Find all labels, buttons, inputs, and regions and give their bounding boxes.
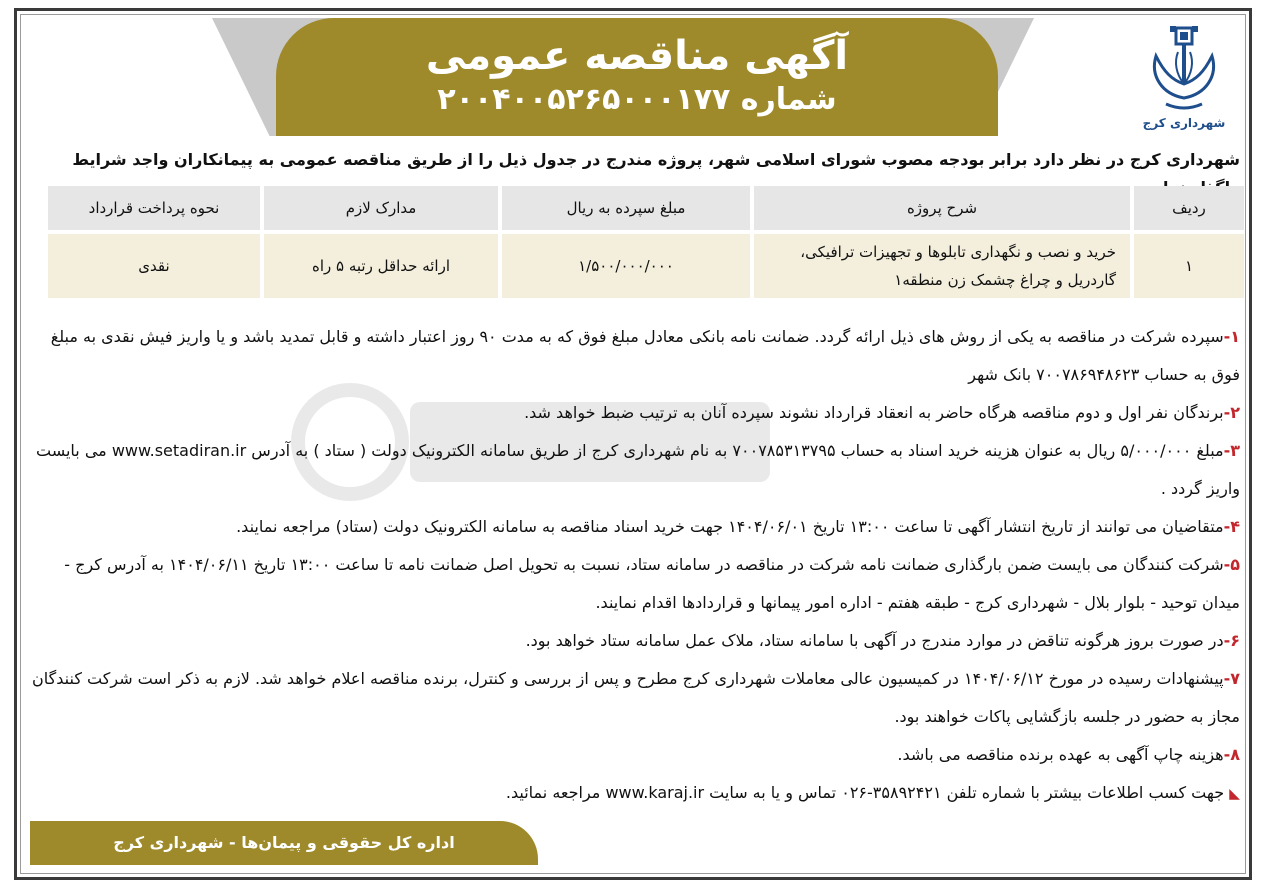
list-item	[28, 318, 1240, 394]
term-text: هزینه چاپ آگهی به عهده برنده مناقصه می باشد.	[897, 745, 1224, 764]
list-item	[28, 508, 1240, 546]
term-text: شرکت کنندگان می بایست ضمن بارگذاری ضمانت نامه شرکت در مناقصه در سامانه ستاد، نسبت به تحویل اصل ضمانت نامه تا ساعت ۱۳:۰۰ تاریخ ۱۴۰۴/۰۶/۱۱ به آدرس کرج - میدان توحید - بلوار بلال - شهرداری کرج - طبقه هفتم - اداره امور پیمانها و قراردادها اقدام نمایند.	[64, 555, 1240, 612]
term-text: در صورت بروز هرگونه تناقض در موارد مندرج در آگهی با سامانه ستاد، ملاک عمل سامانه ستاد خواهد بود.	[525, 631, 1224, 650]
notice-number: شماره ۲۰۰۴۰۰۵۲۶۵۰۰۰۱۷۷	[437, 82, 837, 117]
header-deposit-amount: مبلغ سپرده به ریال	[502, 186, 750, 230]
term-number: ۳-	[1223, 441, 1240, 460]
logo-label: شهرداری کرج	[1142, 116, 1226, 130]
intro-paragraph: شهرداری کرج در نظر دارد برابر بودجه مصوب شورای اسلامی شهر، پروژه مندرج در جدول ذیل را از طریق مناقصه عمومی به پیمانکاران واجد شرایط	[72, 150, 1240, 169]
term-text: برندگان نفر اول و دوم مناقصه هرگاه حاضر به انعقاد قرارداد نشوند سپرده آنان به ترتیب ضبط خواهد شد.	[524, 403, 1224, 422]
cell-deposit-amount: ۱/۵۰۰/۰۰۰/۰۰۰	[502, 234, 750, 298]
notice-title: آگهی مناقصه عمومی	[425, 33, 849, 79]
list-item	[28, 394, 1240, 432]
karaj-municipality-logo	[1128, 22, 1240, 140]
footer-department: اداره کل حقوقی و پیمان‌ها - شهرداری کرج	[30, 821, 538, 865]
list-item	[28, 660, 1240, 736]
description-line: گاردریل و چراغ چشمک زن منطقه۱	[894, 271, 1116, 289]
term-text: سپرده شرکت در مناقصه به یکی از روش های ذیل ارائه گردد. ضمانت نامه بانکی معادل مبلغ فوق که به مدت ۹۰ روز اعتبار داشته و قابل تمدید باشد و یا واریز فیش نقدی به مبلغ فوق به حساب ۷۰۰۷۸۶۹۴۸۶۲۳ بانک شهر	[50, 327, 1240, 384]
list-item	[28, 622, 1240, 660]
terms-list	[28, 318, 1240, 813]
term-number: ۲-	[1223, 403, 1240, 422]
term-number: ۸-	[1223, 745, 1240, 764]
term-number: ۶-	[1223, 631, 1240, 650]
list-item	[28, 736, 1240, 774]
term-number: ۱-	[1223, 327, 1240, 346]
header-payment-method: نحوه پرداخت قرارداد	[48, 186, 260, 230]
term-text: مبلغ ۵/۰۰۰/۰۰۰ ریال به عنوان هزینه خرید اسناد به حساب ۷۰۰۷۸۵۳۱۳۷۹۵ به نام شهرداری کرج از طریق سامانه الکترونیک دولت ( ستاد ) به آدرس www.setadiran.ir می بایست واریز گردد .	[35, 441, 1240, 498]
table-header-row	[48, 186, 1244, 230]
tender-table	[44, 182, 1248, 302]
contact-text: جهت کسب اطلاعات بیشتر با شماره تلفن ۳۵۸۹۲۴۲۱-۰۲۶ تماس و یا به سایت www.karaj.ir مراجعه نمائید.	[505, 783, 1225, 802]
description-line: خرید و نصب و نگهداری تابلوها و تجهیزات ترافیکی،	[800, 243, 1116, 261]
header-project-description: شرح پروژه	[754, 186, 1130, 230]
term-number: ۵-	[1223, 555, 1240, 574]
contact-line	[28, 774, 1240, 813]
table-row	[48, 234, 1244, 298]
term-text: پیشنهادات رسیده در مورخ ۱۴۰۴/۰۶/۱۲ در کمیسیون عالی معاملات شهرداری کرج مطرح و پس از بررسی و کنترل، برنده مناقصه اعلام خواهد شد. لازم به ذکر است شرکت کنندگان مجاز به حضور در جلسه بازگشایی پاکات خواهند بود.	[32, 669, 1240, 726]
cell-row-index: ۱	[1134, 234, 1244, 298]
list-item	[28, 432, 1240, 508]
cell-payment-method: نقدی	[48, 234, 260, 298]
header-row-index: ردیف	[1134, 186, 1244, 230]
header-required-documents: مدارک لازم	[264, 186, 498, 230]
list-item	[28, 546, 1240, 622]
term-number: ۷-	[1223, 669, 1240, 688]
cell-required-documents: ارائه حداقل رتبه ۵ راه	[264, 234, 498, 298]
municipality-emblem-icon	[1142, 22, 1226, 114]
title-banner	[276, 18, 998, 136]
term-number: ۴-	[1223, 517, 1240, 536]
cell-project-description	[754, 234, 1130, 298]
pointer-triangle-icon: ◣	[1229, 786, 1240, 802]
term-text: متقاضیان می توانند از تاریخ انتشار آگهی تا ساعت ۱۳:۰۰ تاریخ ۱۴۰۴/۰۶/۰۱ جهت خرید اسناد مناقصه به سامانه الکترونیک دولت (ستاد) مراجعه نمایند.	[236, 517, 1224, 536]
